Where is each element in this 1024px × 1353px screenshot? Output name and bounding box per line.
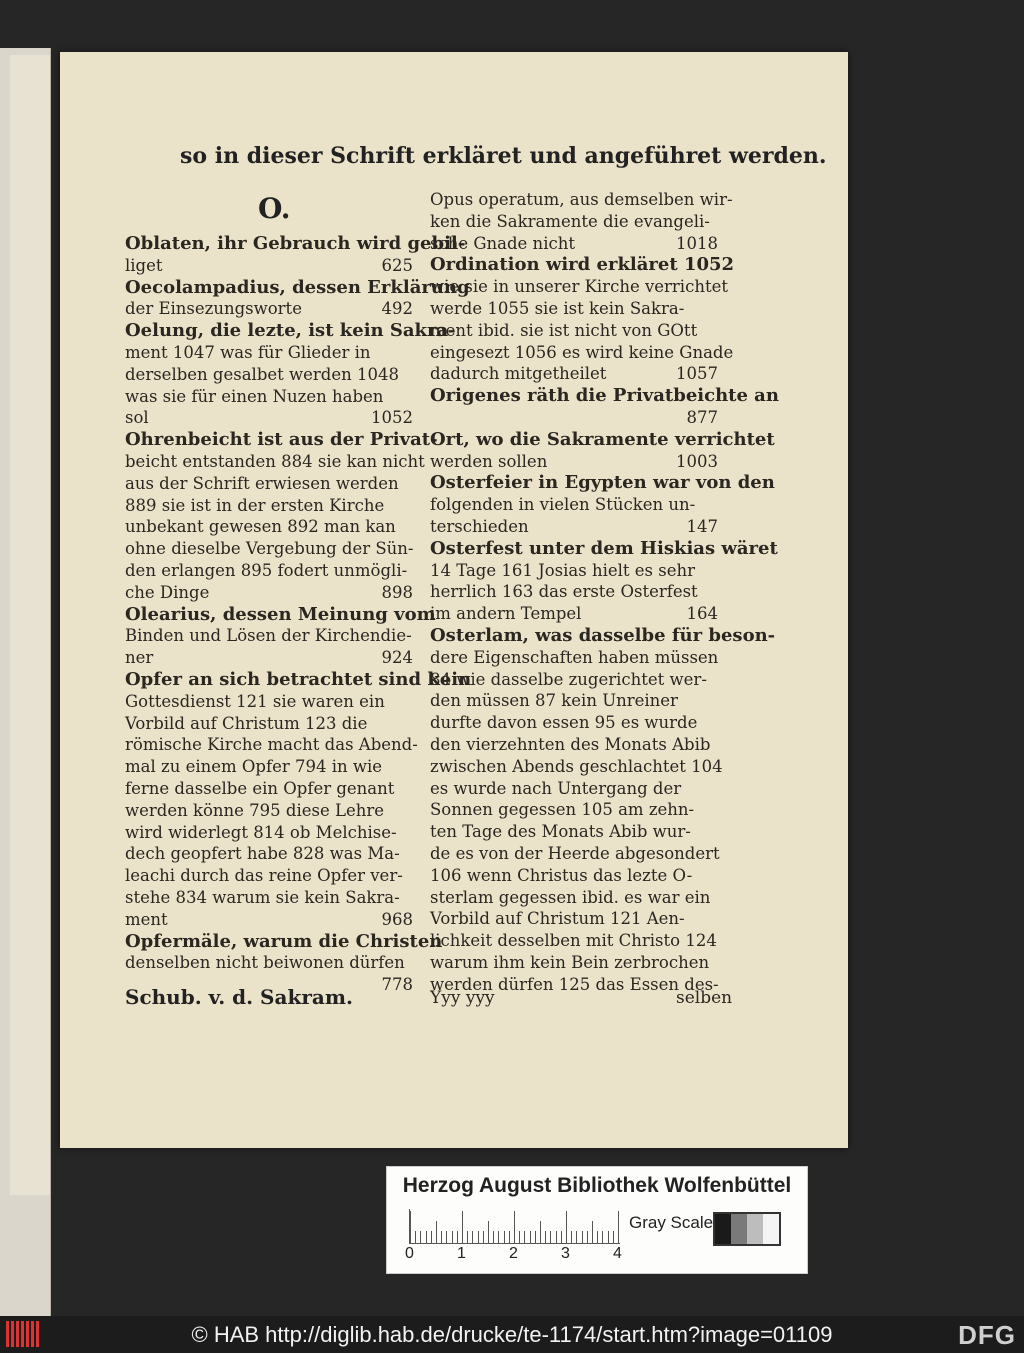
index-line (430, 254, 735, 276)
index-text: zwischen Abends geschlachtet 104 (430, 756, 723, 776)
index-line (430, 952, 718, 974)
index-line (125, 429, 438, 451)
index-text: dere Eigenschaften haben müssen (430, 647, 719, 667)
index-text: lichkeit desselben mit Christo 124 (430, 931, 717, 951)
page-reference: 164 (686, 604, 718, 624)
gray-scale-swatches (713, 1212, 781, 1246)
ruler-tick (550, 1231, 551, 1243)
index-line (430, 537, 778, 560)
index-text: folgenden in vielen Stücken un- (430, 495, 696, 515)
ruler-tick (420, 1231, 421, 1243)
index-lemma: Oelung, die lezte, ist kein Sakra- (125, 320, 456, 342)
index-text: ment ibid. sie ist nicht von GOtt (430, 320, 698, 340)
card-title: Herzog August Bibliothek Wolfenbüttel (402, 1174, 792, 1197)
index-text: wird widerlegt 814 ob Melchise- (125, 822, 397, 842)
index-text: sterlam gegessen ibid. es war ein (430, 887, 711, 907)
index-text: werden könne 795 diese Lehre (125, 800, 384, 820)
index-line (125, 298, 413, 320)
index-text: werden sollen (430, 451, 548, 471)
index-lemma: Ordination wird erkläret 1052 (430, 254, 735, 276)
index-text: wie sie in unserer Kirche verrichtet (430, 277, 728, 297)
index-line (430, 428, 775, 451)
index-lemma: Opfermäle, warum die Christen (125, 930, 443, 952)
ruler-number: 1 (457, 1245, 466, 1262)
index-text: 106 wenn Christus das lezte O- (430, 865, 693, 885)
index-line (125, 865, 413, 887)
gray-scale-label: Gray Scale (629, 1213, 714, 1232)
index-line (125, 778, 413, 800)
page-reference: 924 (381, 648, 413, 668)
ruler-tick (597, 1231, 598, 1243)
index-line (430, 320, 718, 342)
index-line (430, 276, 728, 298)
index-line (430, 407, 718, 429)
index-text: che Dinge (125, 582, 210, 602)
ruler-tick (431, 1231, 432, 1243)
ruler-number: 0 (405, 1245, 414, 1262)
index-lemma: Opfer an sich betrachtet sind kein (125, 668, 472, 690)
index-line (430, 342, 734, 364)
index-text: der Einsezungsworte (125, 299, 302, 319)
index-line (125, 342, 413, 364)
index-text: den vierzehnten des Monats Abib (430, 734, 711, 754)
gray-swatch (747, 1214, 763, 1244)
index-line (430, 451, 718, 473)
index-line (125, 255, 413, 277)
ruler-tick (426, 1231, 427, 1243)
index-lemma: Osterlam, was dasselbe für beson- (430, 624, 776, 646)
index-line (430, 647, 718, 669)
index-line (430, 887, 718, 909)
ruler-tick (478, 1231, 479, 1243)
ruler-tick (467, 1231, 468, 1243)
ruler-tick (504, 1231, 505, 1243)
index-line (125, 582, 413, 604)
ruler-tick (493, 1231, 494, 1243)
index-text: mal zu einem Opfer 794 in wie (125, 757, 383, 777)
index-line (430, 211, 718, 233)
index-line (430, 669, 718, 691)
index-text: de es von der Heerde abgesondert (430, 843, 720, 863)
index-text: liget (125, 255, 163, 275)
page-reference: 877 (686, 407, 718, 427)
index-line (430, 734, 718, 756)
ruler-tick (571, 1231, 572, 1243)
ruler-tick (613, 1231, 614, 1243)
index-line (430, 908, 718, 930)
index-line (125, 756, 413, 778)
page-reference: 1018 (676, 233, 718, 253)
index-line (430, 690, 718, 712)
index-line (125, 887, 413, 909)
index-column-right (430, 189, 779, 995)
index-lemma: Oblaten, ihr Gebrauch wird gebil- (125, 233, 466, 254)
page-reference: 492 (381, 299, 413, 319)
page-reference: 968 (381, 909, 413, 929)
index-line (430, 298, 718, 320)
ruler-tick (441, 1231, 442, 1243)
index-line (125, 713, 413, 735)
viewer-footer (0, 1316, 1024, 1353)
page-reference: 147 (686, 516, 718, 536)
index-text: denselben nicht beiwonen dürfen (125, 953, 405, 973)
index-text: Binden und Lösen der Kirchendie- (125, 626, 412, 646)
index-lemma: Olearius, dessen Meinung vom (125, 603, 436, 625)
index-text: ner (125, 648, 154, 668)
running-head: so in dieser Schrift erkläret und angeführet werden. (180, 143, 827, 169)
index-text: ment 1047 was für Glieder in (125, 342, 371, 362)
index-text: herrlich 163 das erste Osterfest (430, 582, 698, 602)
ruler-tick (602, 1231, 603, 1243)
ruler-tick (545, 1231, 546, 1243)
ruler-tick (498, 1231, 499, 1243)
ruler-tick (530, 1231, 531, 1243)
index-text: Gottesdienst 121 sie waren ein (125, 691, 385, 711)
index-text: werde 1055 sie ist kein Sakra- (430, 298, 685, 318)
index-line (430, 821, 718, 843)
index-line (430, 472, 775, 494)
index-text: werden dürfen 125 das Essen des- (430, 974, 719, 994)
footer-short-title: Schub. v. d. Sakram. (125, 985, 353, 1009)
ruler-tick (608, 1231, 609, 1243)
index-lemma: Ohrenbeicht ist aus der Privat- (125, 429, 438, 451)
left-page-fragment (10, 55, 50, 1195)
ruler-scale (409, 1209, 620, 1244)
index-text: durfte davon essen 95 es wurde (430, 713, 698, 733)
index-line (430, 581, 718, 603)
ruler-tick (566, 1211, 567, 1243)
index-text: ferne dasselbe ein Opfer genant (125, 778, 395, 798)
index-line (125, 647, 413, 669)
index-line (125, 930, 443, 953)
color-reference-card (386, 1166, 808, 1274)
index-line (125, 843, 413, 865)
index-column-left (125, 233, 472, 996)
index-line (430, 233, 718, 255)
ruler-tick (509, 1231, 510, 1243)
ruler-tick (436, 1221, 437, 1243)
index-text: 84 wie dasselbe zugerichtet wer- (430, 669, 707, 689)
ruler-tick (582, 1231, 583, 1243)
index-text: sche Gnade nicht (430, 233, 575, 253)
gray-swatch (715, 1214, 731, 1244)
index-line (125, 668, 472, 691)
ruler-tick (410, 1211, 411, 1243)
index-text: Vorbild auf Christum 123 die (125, 713, 368, 733)
ruler-tick (576, 1231, 577, 1243)
index-lemma: Oecolampadius, dessen Erklärung (125, 276, 470, 298)
ruler-tick (514, 1211, 515, 1243)
index-text: unbekant gewesen 892 man kan (125, 517, 396, 537)
index-text: Vorbild auf Christum 121 Aen- (430, 909, 685, 929)
index-text: sol (125, 408, 149, 428)
index-line (125, 734, 418, 756)
index-text: ten Tage des Monats Abib wur- (430, 822, 691, 842)
index-text: derselben gesalbet werden 1048 (125, 364, 399, 384)
dfg-logo-icon: DFG (958, 1320, 1016, 1350)
page-reference: 1052 (371, 408, 413, 428)
index-text: 14 Tage 161 Josias hielt es sehr (430, 560, 695, 580)
index-text: leachi durch das reine Opfer ver- (125, 866, 403, 886)
index-line (430, 516, 718, 538)
page-reference: 625 (381, 255, 413, 275)
index-line (125, 560, 413, 582)
ruler-number: 2 (509, 1245, 518, 1262)
gray-swatch (731, 1214, 747, 1244)
index-line (430, 494, 718, 516)
index-line (125, 495, 413, 517)
index-text: was sie für einen Nuzen haben (125, 386, 384, 406)
index-line (430, 560, 718, 582)
ruler-tick (415, 1231, 416, 1243)
index-line (125, 233, 466, 255)
ruler-tick (587, 1231, 588, 1243)
index-lemma: Osterfeier in Egypten war von den (430, 472, 775, 494)
index-line (125, 538, 413, 560)
page-reference: 778 (381, 975, 413, 995)
ruler-tick (618, 1211, 619, 1243)
index-text: im andern Tempel (430, 604, 582, 624)
catchword: selben (676, 988, 733, 1008)
page-reference: 898 (381, 582, 413, 602)
index-line (125, 473, 413, 495)
index-line (125, 603, 436, 626)
index-text: stehe 834 warum sie kein Sakra- (125, 887, 400, 907)
ruler-tick (540, 1221, 541, 1243)
ruler-tick (446, 1231, 447, 1243)
index-line (430, 799, 718, 821)
index-lemma: Osterfest unter dem Hiskias wäret (430, 537, 778, 559)
index-line (125, 451, 425, 473)
index-line (125, 822, 413, 844)
ruler-tick (592, 1221, 593, 1243)
ruler-number: 3 (561, 1245, 570, 1262)
index-line (125, 320, 456, 342)
page-reference: 1057 (676, 364, 718, 384)
index-text: den erlangen 895 fodert unmögli- (125, 560, 408, 580)
index-line (125, 691, 413, 713)
copyright-url[interactable]: © HAB http://diglib.hab.de/drucke/te-1174/start.htm?image=01109 (191, 1322, 833, 1347)
page-reference: 1003 (676, 451, 718, 471)
index-text: es wurde nach Untergang der (430, 778, 682, 798)
section-letter: O. (258, 192, 291, 225)
ruler-tick (462, 1211, 463, 1243)
ruler-tick (556, 1231, 557, 1243)
index-text: ken die Sakramente die evangeli- (430, 211, 710, 231)
ruler-tick (472, 1231, 473, 1243)
index-line (430, 756, 723, 778)
ruler-tick (457, 1231, 458, 1243)
ruler-tick (535, 1231, 536, 1243)
index-line (125, 625, 413, 647)
index-line (430, 930, 718, 952)
index-line (125, 952, 413, 974)
index-line (125, 800, 413, 822)
index-text: römische Kirche macht das Abend- (125, 735, 418, 755)
index-text: terschieden (430, 516, 529, 536)
index-line (430, 843, 718, 865)
index-line (430, 603, 718, 625)
index-lemma: Ort, wo die Sakramente verrichtet (430, 428, 775, 450)
index-line (125, 407, 413, 429)
index-text: warum ihm kein Bein zerbrochen (430, 952, 710, 972)
index-line (430, 712, 718, 734)
ruler-tick (483, 1231, 484, 1243)
ruler-tick (452, 1231, 453, 1243)
index-text: eingesezt 1056 es wird keine Gnade (430, 342, 734, 362)
index-text: beicht entstanden 884 sie kan nicht (125, 451, 425, 471)
index-text: Sonnen gegessen 105 am zehn- (430, 800, 695, 820)
index-text: ment (125, 909, 168, 929)
ruler-tick (488, 1221, 489, 1243)
index-lemma: Origenes räth die Privatbeichte an (430, 385, 779, 407)
index-text: Opus operatum, aus demselben wir- (430, 190, 733, 209)
index-text: dech geopfert habe 828 was Ma- (125, 844, 400, 864)
index-text: dadurch mitgetheilet (430, 364, 607, 384)
index-line (125, 516, 413, 538)
index-line (430, 363, 718, 385)
ruler-tick (519, 1231, 520, 1243)
ruler-tick (561, 1231, 562, 1243)
index-line (125, 364, 413, 386)
index-line (430, 778, 718, 800)
index-line (125, 386, 413, 408)
index-text: den müssen 87 kein Unreiner (430, 691, 678, 711)
index-line (125, 909, 413, 931)
ruler-number: 4 (613, 1245, 622, 1262)
index-line (430, 624, 776, 647)
index-text: ohne dieselbe Vergebung der Sün- (125, 539, 414, 559)
gray-swatch (763, 1214, 779, 1244)
index-line (430, 385, 779, 407)
index-line (430, 189, 733, 211)
index-text: aus der Schrift erwiesen werden (125, 473, 399, 493)
index-line (125, 276, 470, 299)
signature-mark: Yyy yyy (430, 988, 495, 1008)
ruler-tick (524, 1231, 525, 1243)
index-text: 889 sie ist in der ersten Kirche (125, 495, 385, 515)
index-line (430, 865, 718, 887)
